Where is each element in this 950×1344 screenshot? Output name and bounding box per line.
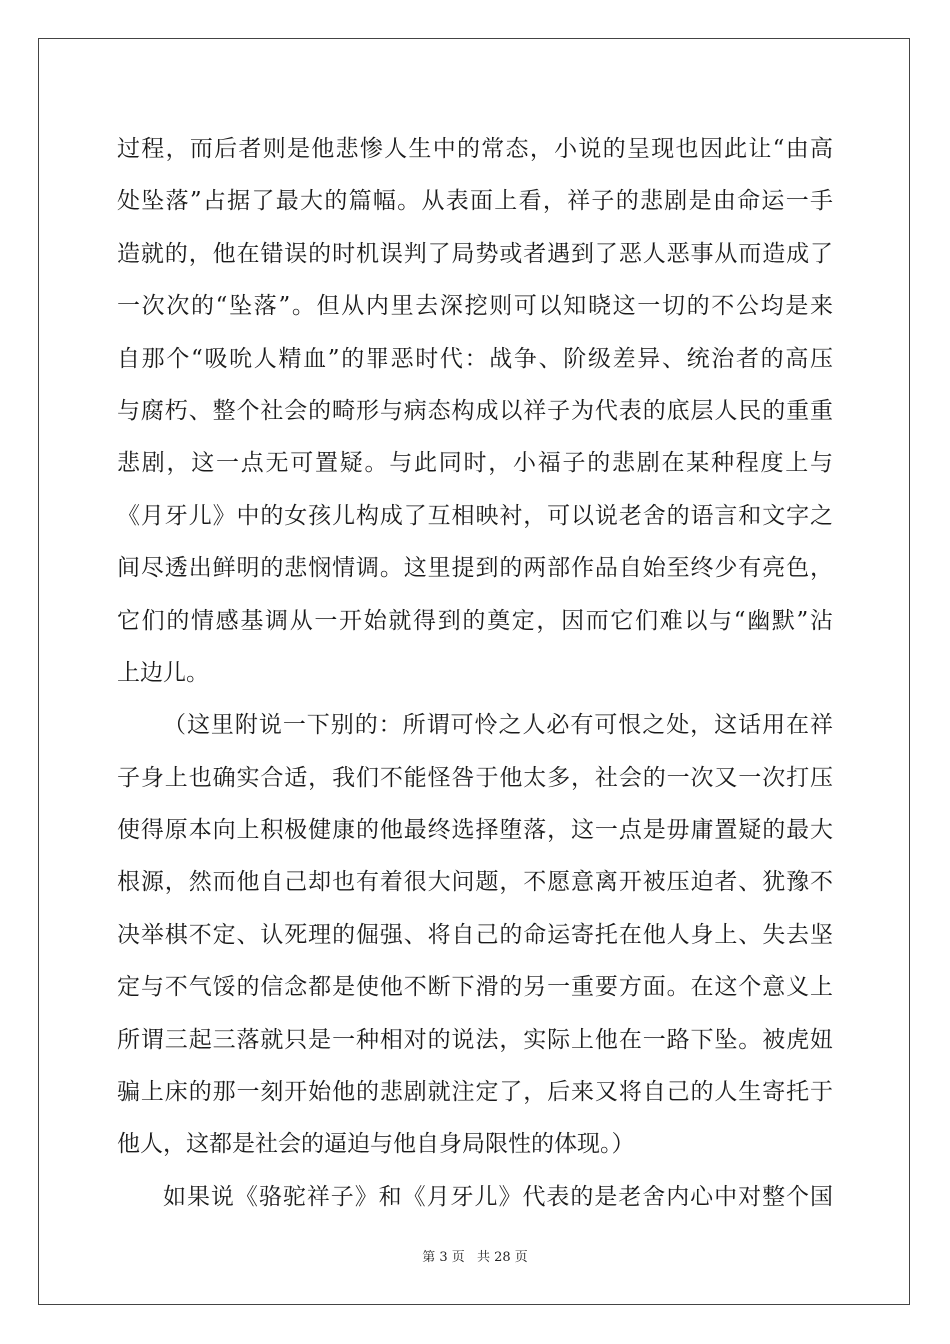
text-line: 与腐朽、整个社会的畸形与病态构成以祥子为代表的底层人民的重重 xyxy=(117,397,833,424)
document-body xyxy=(117,123,833,1223)
paragraph-first-line: （这里附说一下别的：所谓可怜之人必有可恨之处，这话用在祥 xyxy=(163,712,833,739)
text-line: 一次次的“坠落”。但从内里去深挖则可以知晓这一切的不公均是来 xyxy=(117,293,833,320)
text-line: 造就的，他在错误的时机误判了局势或者遇到了恶人恶事从而造成了 xyxy=(117,240,833,267)
text-line: 子身上也确实合适，我们不能怪咎于他太多，社会的一次又一次打压 xyxy=(117,764,833,791)
page-total: 共 28 页 xyxy=(476,1250,528,1265)
text-line: 过程，而后者则是他悲惨人生中的常态，小说的呈现也因此让“由高 xyxy=(117,136,833,162)
text-line: 间尽透出鲜明的悲悯情调。这里提到的两部作品自始至终少有亮色， xyxy=(117,555,833,582)
text-line: 悲剧，这一点无可置疑。与此同时，小福子的悲剧在某种程度上与 xyxy=(117,450,833,477)
text-line: 自那个“吸吮人精血”的罪恶时代：战争、阶级差异、统治者的高压 xyxy=(117,345,833,372)
text-line: 所谓三起三落就只是一种相对的说法，实际上他在一路下坠。被虎妞 xyxy=(117,1026,833,1053)
text-line: 处坠落”占据了最大的篇幅。从表面上看，祥子的悲剧是由命运一手 xyxy=(117,188,833,215)
page-footer xyxy=(0,1246,950,1265)
paragraph-first-line: 如果说《骆驼祥子》和《月牙儿》代表的是老舍内心中对整个国 xyxy=(163,1183,833,1210)
text-line: 上边儿。 xyxy=(117,659,209,686)
text-line: 根源，然而他自己却也有着很大问题，不愿意离开被压迫者、犹豫不 xyxy=(117,869,833,896)
text-line: 决举棋不定、认死理的倔强、将自己的命运寄托在他人身上、失去坚 xyxy=(117,921,833,948)
text-line: 骗上床的那一刻开始他的悲剧就注定了，后来又将自己的人生寄托于 xyxy=(117,1079,833,1106)
text-line: 他人，这都是社会的逼迫与他自身局限性的体现。） xyxy=(117,1131,635,1158)
text-line: 定与不气馁的信念都是使他不断下滑的另一重要方面。在这个意义上 xyxy=(117,974,833,1001)
text-line: 它们的情感基调从一开始就得到的奠定，因而它们难以与“幽默”沾 xyxy=(117,607,833,634)
text-line: 使得原本向上积极健康的他最终选择堕落，这一点是毋庸置疑的最大 xyxy=(117,817,833,844)
text-line: 《月牙儿》中的女孩儿构成了互相映衬，可以说老舍的语言和文字之 xyxy=(117,502,833,529)
page-number: 第 3 页 xyxy=(422,1250,465,1265)
